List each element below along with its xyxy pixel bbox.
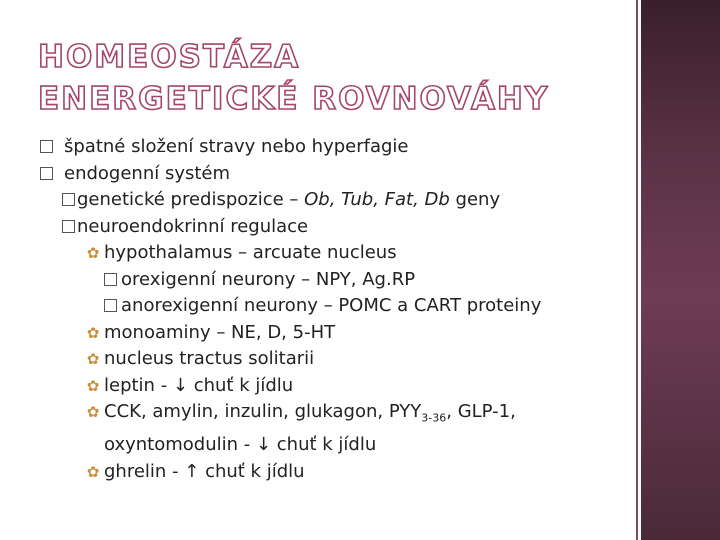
- bullet-list: [40, 134, 630, 485]
- list-item: [40, 320, 630, 347]
- item-text-suffix: geny: [449, 189, 501, 210]
- flower-bullet-icon: ✿: [86, 376, 100, 395]
- checkbox-bullet-icon: [40, 140, 53, 153]
- sidebar-divider: [636, 0, 638, 540]
- list-item: [40, 134, 630, 161]
- list-item: [40, 399, 630, 459]
- item-text-continuation: oxyntomodulin - ↓ chuť k jídlu: [104, 434, 377, 456]
- item-text: orexigenní neurony – NPY, Ag.RP: [121, 268, 416, 290]
- flower-bullet-icon: ✿: [86, 403, 100, 421]
- item-subscript: 3-36: [421, 411, 447, 425]
- item-text: CCK, amylin, inzulin, glukagon, PYY: [104, 401, 422, 422]
- decorative-sidebar: [641, 0, 720, 540]
- flower-bullet-icon: ✿: [86, 462, 100, 481]
- list-item: [40, 267, 630, 294]
- gene-names: Ob, Tub, Fat, Db: [304, 189, 450, 210]
- item-text: leptin - ↓ chuť k jídlu: [104, 374, 294, 396]
- flower-bullet-icon: ✿: [86, 244, 100, 262]
- checkbox-bullet-icon: [62, 220, 75, 233]
- item-text: anorexigenní neurony – POMC a CART proteiny: [121, 295, 542, 316]
- item-text: monoaminy – NE, D, 5-HT: [104, 321, 336, 343]
- item-text: hypothalamus – arcuate nucleus: [104, 242, 397, 263]
- list-item: [40, 346, 630, 373]
- list-item: [40, 459, 630, 486]
- flower-bullet-icon: ✿: [86, 350, 100, 368]
- item-text: endogenní systém: [64, 162, 231, 184]
- item-text: genetické predispozice –: [77, 189, 305, 210]
- flower-bullet-icon: ✿: [86, 323, 100, 342]
- checkbox-bullet-icon: [40, 167, 53, 180]
- checkbox-bullet-icon: [104, 273, 117, 286]
- slide-title: HOMEOSTÁZA ENERGETICKÉ ROVNOVÁHY: [38, 39, 550, 117]
- list-item: [40, 161, 630, 188]
- checkbox-bullet-icon: [104, 299, 117, 312]
- list-item: [40, 214, 630, 241]
- item-text: neuroendokrinní regulace: [77, 215, 309, 237]
- item-text: ghrelin - ↑ chuť k jídlu: [104, 460, 305, 482]
- item-text: špatné složení stravy nebo hyperfagie: [64, 136, 409, 157]
- checkbox-bullet-icon: [62, 193, 75, 206]
- list-item: [40, 187, 630, 214]
- list-item: [40, 293, 630, 320]
- item-text: nucleus tractus solitarii: [104, 348, 315, 369]
- list-item: [40, 240, 630, 267]
- item-text-suffix: , GLP-1,: [446, 401, 516, 422]
- list-item: [40, 373, 630, 400]
